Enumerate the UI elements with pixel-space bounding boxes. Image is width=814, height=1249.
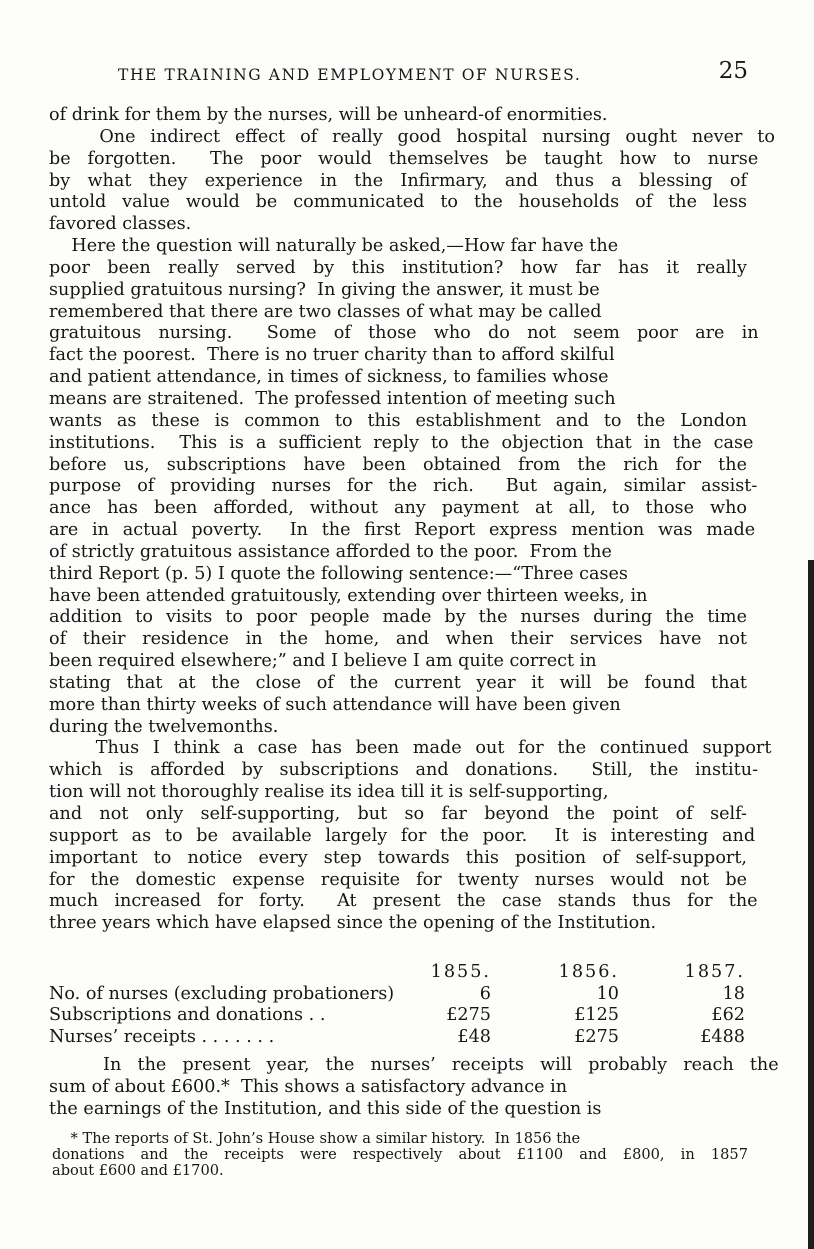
table-header-row	[49, 962, 747, 984]
text-line	[49, 825, 756, 848]
row-label: No. of nurses (excluding probationers)	[49, 983, 395, 1004]
row-label: Nurses’ receipts . . . . . . .	[49, 1026, 275, 1047]
table-row-nurses	[49, 984, 747, 1006]
text-line	[49, 323, 759, 345]
cell-1856: 10	[596, 983, 619, 1004]
text-line-text: purpose of providing nurses for the rich. But again, similar assist-	[49, 476, 758, 497]
text-line	[49, 891, 758, 913]
text-line-text: ance has been afforded, without any payment at all, to those who	[49, 498, 747, 519]
text-line	[49, 236, 747, 258]
body-text-continued	[49, 1054, 779, 1120]
text-line	[49, 192, 747, 214]
text-line-text: have been attended gratuitously, extending over thirteen weeks, in	[49, 585, 648, 606]
year-1857: 1857.	[684, 962, 745, 982]
text-line	[49, 520, 756, 542]
text-line	[49, 345, 747, 367]
text-line-text: addition to visits to poor people made by the nurses during the time	[49, 607, 747, 628]
cell-1855: £48	[457, 1026, 491, 1047]
footnote-line	[52, 1163, 748, 1179]
text-line-text: and patient attendance, in times of sickness, to families whose	[49, 367, 609, 388]
text-line-text: means are straitened. The professed intention of meeting such	[49, 388, 616, 409]
text-line-text: third Report (p. 5) I quote the following sentence:—“Three cases	[49, 563, 628, 584]
year-1855: 1855.	[430, 962, 491, 982]
text-line	[49, 717, 747, 739]
text-line	[49, 411, 747, 433]
text-line	[49, 586, 747, 608]
text-line	[49, 607, 747, 629]
cell-1857: £62	[711, 1005, 745, 1026]
cell-1857: 18	[722, 983, 745, 1004]
text-line-text: been required elsewhere;” and I believe I am quite correct in	[49, 651, 597, 672]
text-line-text: Here the question will naturally be asked,—How far have the	[49, 236, 619, 257]
text-line	[49, 455, 747, 477]
text-line	[49, 498, 747, 520]
text-line	[49, 870, 747, 892]
page-number: 25	[718, 58, 748, 84]
scan-edge-shadow	[808, 560, 814, 1249]
text-line	[49, 302, 747, 324]
footnote-line-text: donations and the receipts were respectively about £1100 and £800, in 1857	[52, 1146, 748, 1163]
cell-1856: £275	[574, 1026, 619, 1047]
text-line	[49, 542, 747, 564]
text-line-text: before us, subscriptions have been obtained from the rich for the	[49, 454, 747, 475]
text-line-text: of drink for them by the nurses, will be unheard-of enormities.	[49, 105, 608, 125]
text-line	[49, 171, 747, 193]
text-line-text: for the domestic expense requisite for twenty nurses would not be	[49, 869, 747, 890]
text-line	[49, 389, 747, 411]
text-line-text: wants as these is common to this establishment and to the London	[49, 410, 747, 431]
text-line-text: supplied gratuitous nursing? In giving the answer, it must be	[49, 279, 600, 300]
running-head: THE TRAINING AND EMPLOYMENT OF NURSES.	[118, 66, 582, 84]
page-header	[118, 58, 748, 90]
footnote	[52, 1131, 748, 1179]
text-line-text: support as to be available largely for the poor. It is interesting and	[49, 825, 756, 846]
cell-1855: 6	[479, 983, 491, 1004]
text-line	[49, 476, 758, 498]
cell-1856: £125	[574, 1005, 619, 1026]
text-line-text: by what they experience in the Infirmary, and thus a blessing of	[49, 170, 747, 191]
text-line	[49, 367, 747, 389]
text-line-text: stating that at the close of the current year it will be found that	[49, 672, 747, 693]
text-line	[49, 564, 747, 586]
text-line-text: poor been really served by this institution? how far has it really	[49, 257, 747, 278]
text-line	[49, 1054, 779, 1076]
text-line-text: important to notice every step towards this position of self-support,	[49, 847, 747, 868]
cell-1855: £275	[446, 1005, 491, 1026]
text-line	[49, 913, 747, 935]
text-line	[49, 1098, 747, 1120]
text-line-text: which is afforded by subscriptions and donations. Still, the institu-	[49, 760, 759, 781]
cell-1857: £488	[700, 1026, 745, 1047]
text-line	[49, 738, 772, 760]
text-line-text: of strictly gratuitous assistance afforded to the poor. From the	[49, 541, 612, 562]
footnote-line-text: about £600 and £1700.	[52, 1162, 224, 1179]
year-1856: 1856.	[558, 962, 619, 982]
text-line	[49, 148, 759, 171]
table-row-receipts	[49, 1027, 747, 1049]
table-row-subscriptions	[49, 1005, 747, 1027]
text-line-text: tion will not thoroughly realise its idea till it is self-supporting,	[49, 782, 609, 803]
text-line	[49, 804, 747, 826]
text-line	[49, 651, 747, 673]
text-line	[49, 214, 747, 236]
text-line	[49, 629, 747, 651]
text-line	[49, 782, 747, 804]
text-line	[49, 432, 754, 455]
footnote-line	[52, 1147, 748, 1163]
text-line	[49, 760, 759, 782]
text-line-text: more than thirty weeks of such attendance will have been given	[49, 694, 621, 715]
text-line-text: fact the poorest. There is no truer charity than to afford skilful	[49, 345, 615, 366]
text-line-text: much increased for forty. At present the case stands thus for the	[49, 891, 758, 912]
text-line-text: Thus I think a case has been made out for the continued support	[49, 738, 772, 759]
text-line	[49, 258, 747, 280]
text-line	[49, 105, 747, 127]
text-line	[49, 848, 747, 870]
text-line-text: One indirect effect of really good hospital nursing ought never to	[49, 126, 775, 147]
text-line-text: In the present year, the nurses’ receipts will probably reach the	[49, 1055, 779, 1075]
text-line-text: of their residence in the home, and when their services have not	[49, 629, 747, 650]
text-line-text: the earnings of the Institution, and this side of the question is	[49, 1098, 602, 1119]
text-line-text: are in actual poverty. In the first Report express mention was made	[49, 520, 756, 541]
text-line-text: institutions. This is a sufficient reply to the objection that in the case	[49, 432, 754, 453]
text-line	[49, 673, 747, 695]
row-label: Subscriptions and donations . .	[49, 1005, 326, 1026]
text-line	[49, 126, 775, 149]
body-text	[49, 105, 775, 935]
text-line	[49, 280, 747, 302]
text-line-text: be forgotten. The poor would themselves be taught how to nurse	[49, 148, 759, 169]
text-line-text: during the twelvemonths.	[49, 716, 279, 737]
footnote-line	[52, 1131, 748, 1147]
footnote-line-text: * The reports of St. John’s House show a similar history. In 1856 the	[52, 1130, 581, 1147]
text-line-text: gratuitous nursing. Some of those who do not seem poor are in	[49, 323, 759, 344]
text-line-text: sum of about £600.* This shows a satisfactory advance in	[49, 1076, 568, 1097]
text-line-text: three years which have elapsed since the opening of the Institution.	[49, 913, 657, 934]
nurses-statistics-table	[49, 962, 747, 1048]
text-line-text: and not only self-supporting, but so far beyond the point of self-	[49, 804, 747, 824]
text-line	[49, 695, 747, 717]
text-line-text: favored classes.	[49, 214, 192, 235]
text-line-text: untold value would be communicated to the households of the less	[49, 192, 747, 213]
text-line-text: remembered that there are two classes of what may be called	[49, 301, 602, 322]
text-line	[49, 1076, 747, 1098]
